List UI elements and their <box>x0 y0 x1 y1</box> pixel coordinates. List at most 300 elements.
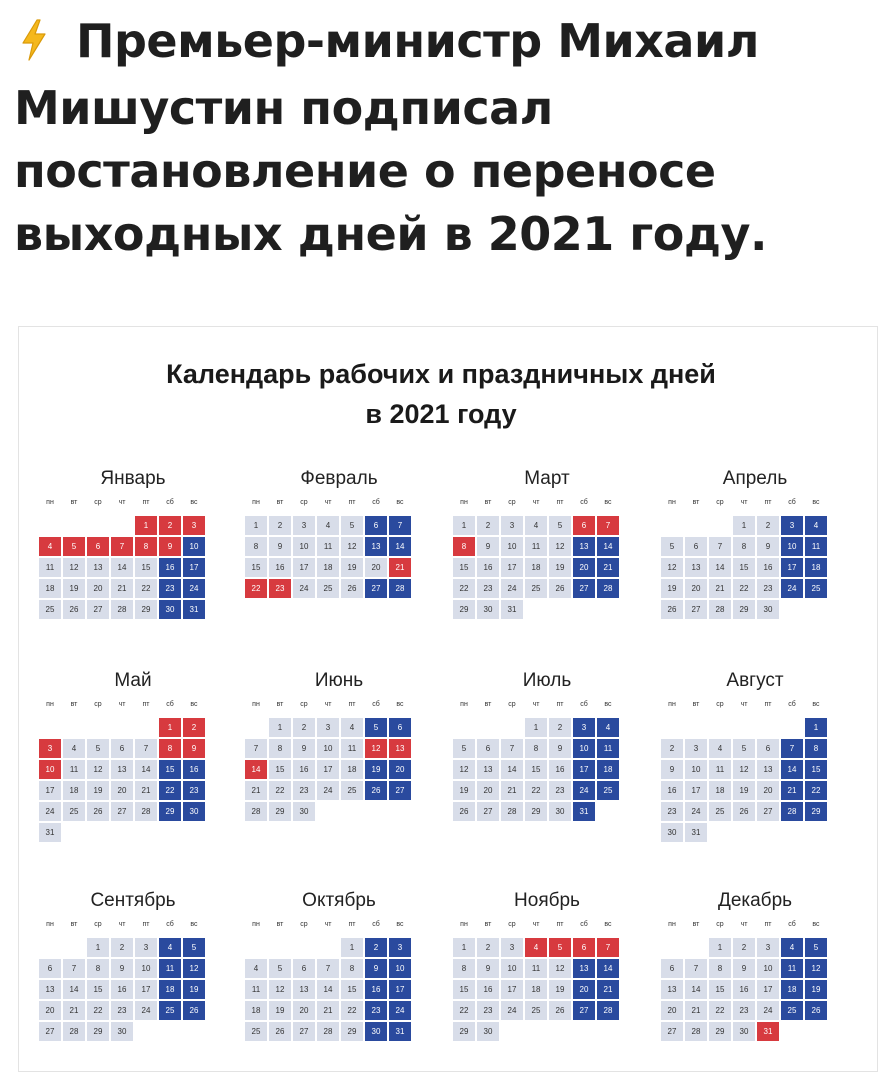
day-cell: 12 <box>453 760 475 779</box>
day-cell: 2 <box>757 516 779 535</box>
weekend-day-cell: 17 <box>183 558 205 577</box>
day-cell: 17 <box>685 781 707 800</box>
weekend-day-cell: 10 <box>781 537 803 556</box>
day-cell: 16 <box>111 980 133 999</box>
day-cell: 11 <box>317 537 339 556</box>
day-cell: 15 <box>525 760 547 779</box>
day-cell: 23 <box>293 781 315 800</box>
day-cell: 28 <box>317 1022 339 1041</box>
day-cell: 24 <box>293 579 315 598</box>
day-cell: 17 <box>501 558 523 577</box>
weekend-day-cell: 20 <box>573 980 595 999</box>
weekday-label: вс <box>190 499 198 506</box>
month-calendar <box>452 668 642 821</box>
day-cell: 26 <box>549 1001 571 1020</box>
days-grid <box>661 718 850 842</box>
day-cell: 5 <box>87 739 109 758</box>
weekend-day-cell: 14 <box>597 537 619 556</box>
day-cell: 21 <box>111 579 133 598</box>
weekend-day-cell: 24 <box>183 579 205 598</box>
day-cell: 29 <box>453 600 475 619</box>
month-calendar <box>660 668 850 842</box>
day-cell: 15 <box>453 558 475 577</box>
weekday-label: вс <box>812 921 820 928</box>
empty-cell <box>39 938 61 957</box>
weekday-label: ср <box>508 921 516 928</box>
days-grid <box>245 516 434 598</box>
headline-text: Премьер-министр Михаил Мишустин подписал постановление о переносе выходных дней в 2021 году. <box>14 14 767 261</box>
weekend-day-cell: 8 <box>805 739 827 758</box>
month-calendar <box>38 888 228 1041</box>
weekend-day-cell: 1 <box>805 718 827 737</box>
empty-cell <box>135 718 157 737</box>
weekday-label: сб <box>788 701 796 708</box>
day-cell: 8 <box>87 959 109 978</box>
weekday-label: пт <box>764 921 772 928</box>
weekday-label: пт <box>348 499 356 506</box>
day-cell: 13 <box>111 760 133 779</box>
weekday-label: вт <box>276 701 284 708</box>
day-cell: 6 <box>477 739 499 758</box>
weekday-label: вт <box>276 921 284 928</box>
day-cell: 14 <box>709 558 731 577</box>
weekday-header <box>245 919 434 931</box>
holiday-day-cell: 10 <box>39 760 61 779</box>
empty-cell <box>317 938 339 957</box>
day-cell: 23 <box>661 802 683 821</box>
day-cell: 26 <box>549 579 571 598</box>
weekend-day-cell: 12 <box>805 959 827 978</box>
day-cell: 10 <box>293 537 315 556</box>
weekend-day-cell: 27 <box>573 1001 595 1020</box>
day-cell: 1 <box>453 938 475 957</box>
month-name: Май <box>114 670 152 691</box>
day-cell: 26 <box>661 600 683 619</box>
month-name: Апрель <box>722 468 788 489</box>
weekday-label: ср <box>94 499 102 506</box>
weekend-day-cell: 13 <box>573 537 595 556</box>
weekday-header <box>453 497 642 509</box>
day-cell: 5 <box>269 959 291 978</box>
day-cell: 21 <box>63 1001 85 1020</box>
empty-cell <box>87 516 109 535</box>
weekday-header <box>661 497 850 509</box>
day-cell: 24 <box>135 1001 157 1020</box>
day-cell: 22 <box>87 1001 109 1020</box>
day-cell: 25 <box>245 1022 267 1041</box>
day-cell: 2 <box>549 718 571 737</box>
day-cell: 2 <box>477 938 499 957</box>
day-cell: 6 <box>39 959 61 978</box>
weekend-day-cell: 19 <box>183 980 205 999</box>
weekday-label: пт <box>764 499 772 506</box>
weekday-label: ср <box>94 921 102 928</box>
day-cell: 5 <box>549 516 571 535</box>
day-cell: 3 <box>685 739 707 758</box>
weekday-label: пт <box>556 701 564 708</box>
day-cell: 13 <box>661 980 683 999</box>
day-cell: 12 <box>549 959 571 978</box>
holiday-day-cell: 6 <box>573 516 595 535</box>
day-cell: 29 <box>453 1022 475 1041</box>
day-cell: 16 <box>477 558 499 577</box>
day-cell: 29 <box>733 600 755 619</box>
weekend-day-cell: 9 <box>365 959 387 978</box>
month-name: Февраль <box>300 468 378 489</box>
weekday-label: ср <box>508 701 516 708</box>
day-cell: 15 <box>269 760 291 779</box>
day-cell: 19 <box>661 579 683 598</box>
day-cell: 8 <box>733 537 755 556</box>
weekend-day-cell: 16 <box>365 980 387 999</box>
day-cell: 18 <box>63 781 85 800</box>
weekend-day-cell: 12 <box>183 959 205 978</box>
weekend-day-cell: 5 <box>805 938 827 957</box>
weekend-day-cell: 31 <box>573 802 595 821</box>
weekday-label: чт <box>532 499 540 506</box>
day-cell: 25 <box>63 802 85 821</box>
empty-cell <box>757 718 779 737</box>
day-cell: 27 <box>477 802 499 821</box>
day-cell: 7 <box>245 739 267 758</box>
weekday-label: вт <box>692 921 700 928</box>
weekday-label: пн <box>668 499 676 506</box>
day-cell: 20 <box>685 579 707 598</box>
weekday-label: ср <box>300 701 308 708</box>
empty-cell <box>63 516 85 535</box>
weekday-label: ср <box>716 701 724 708</box>
day-cell: 28 <box>135 802 157 821</box>
day-cell: 16 <box>293 760 315 779</box>
day-cell: 13 <box>477 760 499 779</box>
weekend-day-cell: 5 <box>365 718 387 737</box>
weekend-day-cell: 23 <box>183 781 205 800</box>
day-cell: 2 <box>111 938 133 957</box>
weekday-header <box>39 699 228 711</box>
day-cell: 5 <box>453 739 475 758</box>
weekend-day-cell: 11 <box>805 537 827 556</box>
weekend-day-cell: 26 <box>805 1001 827 1020</box>
day-cell: 10 <box>685 760 707 779</box>
day-cell: 17 <box>39 781 61 800</box>
day-cell: 13 <box>39 980 61 999</box>
day-cell: 7 <box>63 959 85 978</box>
day-cell: 9 <box>477 959 499 978</box>
weekday-label: вс <box>604 499 612 506</box>
day-cell: 17 <box>757 980 779 999</box>
weekday-label: чт <box>740 921 748 928</box>
weekend-day-cell: 24 <box>573 781 595 800</box>
day-cell: 15 <box>87 980 109 999</box>
weekend-day-cell: 18 <box>159 980 181 999</box>
day-cell: 26 <box>453 802 475 821</box>
holiday-day-cell: 8 <box>159 739 181 758</box>
day-cell: 27 <box>757 802 779 821</box>
empty-cell <box>111 718 133 737</box>
weekday-label: ср <box>716 499 724 506</box>
weekday-label: пт <box>556 499 564 506</box>
holiday-day-cell: 2 <box>183 718 205 737</box>
weekend-day-cell: 30 <box>159 600 181 619</box>
month-name: Июль <box>522 670 572 691</box>
day-cell: 2 <box>269 516 291 535</box>
calendar-title-line1: Календарь рабочих и праздничных дней <box>166 359 716 389</box>
day-cell: 1 <box>341 938 363 957</box>
day-cell: 23 <box>477 579 499 598</box>
empty-cell <box>685 718 707 737</box>
day-cell: 26 <box>733 802 755 821</box>
day-cell: 19 <box>549 980 571 999</box>
weekday-label: чт <box>324 701 332 708</box>
weekday-label: чт <box>532 921 540 928</box>
day-cell: 6 <box>293 959 315 978</box>
day-cell: 4 <box>245 959 267 978</box>
weekday-label: чт <box>118 701 126 708</box>
day-cell: 18 <box>39 579 61 598</box>
day-cell: 7 <box>685 959 707 978</box>
day-cell: 11 <box>341 739 363 758</box>
day-cell: 18 <box>525 558 547 577</box>
weekend-day-cell: 13 <box>573 959 595 978</box>
holiday-day-cell: 6 <box>87 537 109 556</box>
holiday-day-cell: 22 <box>245 579 267 598</box>
weekend-day-cell: 19 <box>805 980 827 999</box>
weekday-label: сб <box>580 499 588 506</box>
day-cell: 19 <box>733 781 755 800</box>
weekend-day-cell: 28 <box>781 802 803 821</box>
day-cell: 10 <box>501 959 523 978</box>
day-cell: 30 <box>757 600 779 619</box>
weekend-day-cell: 11 <box>597 739 619 758</box>
day-cell: 1 <box>269 718 291 737</box>
weekend-day-cell: 23 <box>159 579 181 598</box>
day-cell: 14 <box>317 980 339 999</box>
day-cell: 20 <box>111 781 133 800</box>
weekday-label: сб <box>580 921 588 928</box>
day-cell: 15 <box>135 558 157 577</box>
day-cell: 22 <box>525 781 547 800</box>
day-cell: 25 <box>709 802 731 821</box>
weekend-day-cell: 18 <box>597 760 619 779</box>
weekday-label: вс <box>396 499 404 506</box>
day-cell: 22 <box>135 579 157 598</box>
day-cell: 24 <box>501 579 523 598</box>
day-cell: 20 <box>87 579 109 598</box>
empty-cell <box>245 938 267 957</box>
day-cell: 21 <box>501 781 523 800</box>
holiday-day-cell: 14 <box>245 760 267 779</box>
day-cell: 1 <box>709 938 731 957</box>
weekend-day-cell: 11 <box>781 959 803 978</box>
weekday-label: пт <box>764 701 772 708</box>
weekday-label: пн <box>460 499 468 506</box>
empty-cell <box>39 718 61 737</box>
month-name: Ноябрь <box>514 890 580 911</box>
month-calendar <box>38 466 228 619</box>
holiday-day-cell: 3 <box>183 516 205 535</box>
month-calendar <box>244 466 434 598</box>
day-cell: 1 <box>87 938 109 957</box>
calendar-title <box>0 354 882 434</box>
weekend-day-cell: 4 <box>159 938 181 957</box>
weekday-label: вт <box>484 701 492 708</box>
weekend-day-cell: 4 <box>597 718 619 737</box>
day-cell: 22 <box>453 579 475 598</box>
day-cell: 29 <box>525 802 547 821</box>
day-cell: 18 <box>245 1001 267 1020</box>
weekend-day-cell: 6 <box>389 718 411 737</box>
day-cell: 3 <box>135 938 157 957</box>
day-cell: 9 <box>733 959 755 978</box>
weekday-label: вт <box>484 921 492 928</box>
weekend-day-cell: 21 <box>597 558 619 577</box>
day-cell: 26 <box>87 802 109 821</box>
day-cell: 25 <box>525 1001 547 1020</box>
day-cell: 30 <box>477 600 499 619</box>
day-cell: 4 <box>63 739 85 758</box>
weekday-label: вт <box>70 921 78 928</box>
empty-cell <box>453 718 475 737</box>
weekday-label: вс <box>812 499 820 506</box>
day-cell: 6 <box>661 959 683 978</box>
weekday-label: чт <box>118 499 126 506</box>
day-cell: 26 <box>269 1022 291 1041</box>
empty-cell <box>63 718 85 737</box>
empty-cell <box>245 718 267 737</box>
weekend-day-cell: 24 <box>781 579 803 598</box>
weekend-day-cell: 17 <box>781 558 803 577</box>
weekend-day-cell: 15 <box>805 760 827 779</box>
day-cell: 26 <box>63 600 85 619</box>
day-cell: 12 <box>269 980 291 999</box>
empty-cell <box>63 938 85 957</box>
day-cell: 26 <box>341 579 363 598</box>
day-cell: 28 <box>111 600 133 619</box>
weekday-label: чт <box>532 701 540 708</box>
weekend-day-cell: 20 <box>573 558 595 577</box>
day-cell: 21 <box>317 1001 339 1020</box>
holiday-day-cell: 4 <box>525 938 547 957</box>
weekday-label: ср <box>300 499 308 506</box>
day-cell: 27 <box>685 600 707 619</box>
day-cell: 15 <box>453 980 475 999</box>
weekend-day-cell: 10 <box>389 959 411 978</box>
weekday-label: пн <box>252 701 260 708</box>
day-cell: 18 <box>525 980 547 999</box>
day-cell: 8 <box>341 959 363 978</box>
weekday-label: пн <box>460 921 468 928</box>
day-cell: 29 <box>269 802 291 821</box>
weekend-day-cell: 26 <box>183 1001 205 1020</box>
day-cell: 9 <box>661 760 683 779</box>
day-cell: 20 <box>757 781 779 800</box>
weekend-day-cell: 19 <box>365 760 387 779</box>
day-cell: 28 <box>501 802 523 821</box>
day-cell: 3 <box>501 516 523 535</box>
weekend-day-cell: 29 <box>805 802 827 821</box>
day-cell: 1 <box>525 718 547 737</box>
weekday-label: пт <box>142 921 150 928</box>
day-cell: 10 <box>317 739 339 758</box>
empty-cell <box>269 938 291 957</box>
day-cell: 27 <box>87 600 109 619</box>
calendar-title-line2: в 2021 году <box>365 399 517 429</box>
holiday-day-cell: 8 <box>453 537 475 556</box>
weekend-day-cell: 31 <box>389 1022 411 1041</box>
weekend-day-cell: 28 <box>597 579 619 598</box>
weekday-header <box>453 699 642 711</box>
weekday-label: сб <box>580 701 588 708</box>
day-cell: 6 <box>685 537 707 556</box>
day-cell: 18 <box>341 760 363 779</box>
day-cell: 15 <box>709 980 731 999</box>
holiday-day-cell: 9 <box>183 739 205 758</box>
day-cell: 30 <box>111 1022 133 1041</box>
day-cell: 16 <box>549 760 571 779</box>
empty-cell <box>111 516 133 535</box>
day-cell: 10 <box>135 959 157 978</box>
day-cell: 4 <box>317 516 339 535</box>
day-cell: 24 <box>757 1001 779 1020</box>
day-cell: 7 <box>709 537 731 556</box>
weekday-label: сб <box>166 499 174 506</box>
weekday-label: сб <box>372 499 380 506</box>
weekend-day-cell: 3 <box>389 938 411 957</box>
month-name: Март <box>524 468 570 489</box>
month-calendar <box>660 466 850 619</box>
holiday-day-cell: 31 <box>757 1022 779 1041</box>
weekend-day-cell: 7 <box>781 739 803 758</box>
day-cell: 12 <box>63 558 85 577</box>
weekend-day-cell: 4 <box>805 516 827 535</box>
weekday-label: пт <box>348 921 356 928</box>
empty-cell <box>709 516 731 535</box>
day-cell: 29 <box>341 1022 363 1041</box>
day-cell: 18 <box>317 558 339 577</box>
day-cell: 22 <box>733 579 755 598</box>
month-name: Декабрь <box>717 890 793 911</box>
weekday-label: вт <box>70 499 78 506</box>
day-cell: 27 <box>293 1022 315 1041</box>
holiday-day-cell: 1 <box>135 516 157 535</box>
day-cell: 21 <box>685 1001 707 1020</box>
lightning-bolt-icon <box>20 14 48 77</box>
day-cell: 8 <box>709 959 731 978</box>
holiday-day-cell: 5 <box>63 537 85 556</box>
weekday-label: чт <box>740 499 748 506</box>
weekday-label: пн <box>668 921 676 928</box>
weekend-day-cell: 27 <box>365 579 387 598</box>
day-cell: 14 <box>501 760 523 779</box>
weekend-day-cell: 25 <box>805 579 827 598</box>
day-cell: 4 <box>709 739 731 758</box>
day-cell: 6 <box>111 739 133 758</box>
weekend-day-cell: 14 <box>597 959 619 978</box>
day-cell: 7 <box>135 739 157 758</box>
day-cell: 11 <box>709 760 731 779</box>
day-cell: 18 <box>709 781 731 800</box>
day-cell: 20 <box>661 1001 683 1020</box>
weekend-day-cell: 10 <box>183 537 205 556</box>
day-cell: 22 <box>269 781 291 800</box>
day-cell: 25 <box>39 600 61 619</box>
day-cell: 25 <box>341 781 363 800</box>
weekday-header <box>245 699 434 711</box>
day-cell: 24 <box>39 802 61 821</box>
month-name: Август <box>726 670 784 691</box>
day-cell: 24 <box>685 802 707 821</box>
day-cell: 20 <box>39 1001 61 1020</box>
